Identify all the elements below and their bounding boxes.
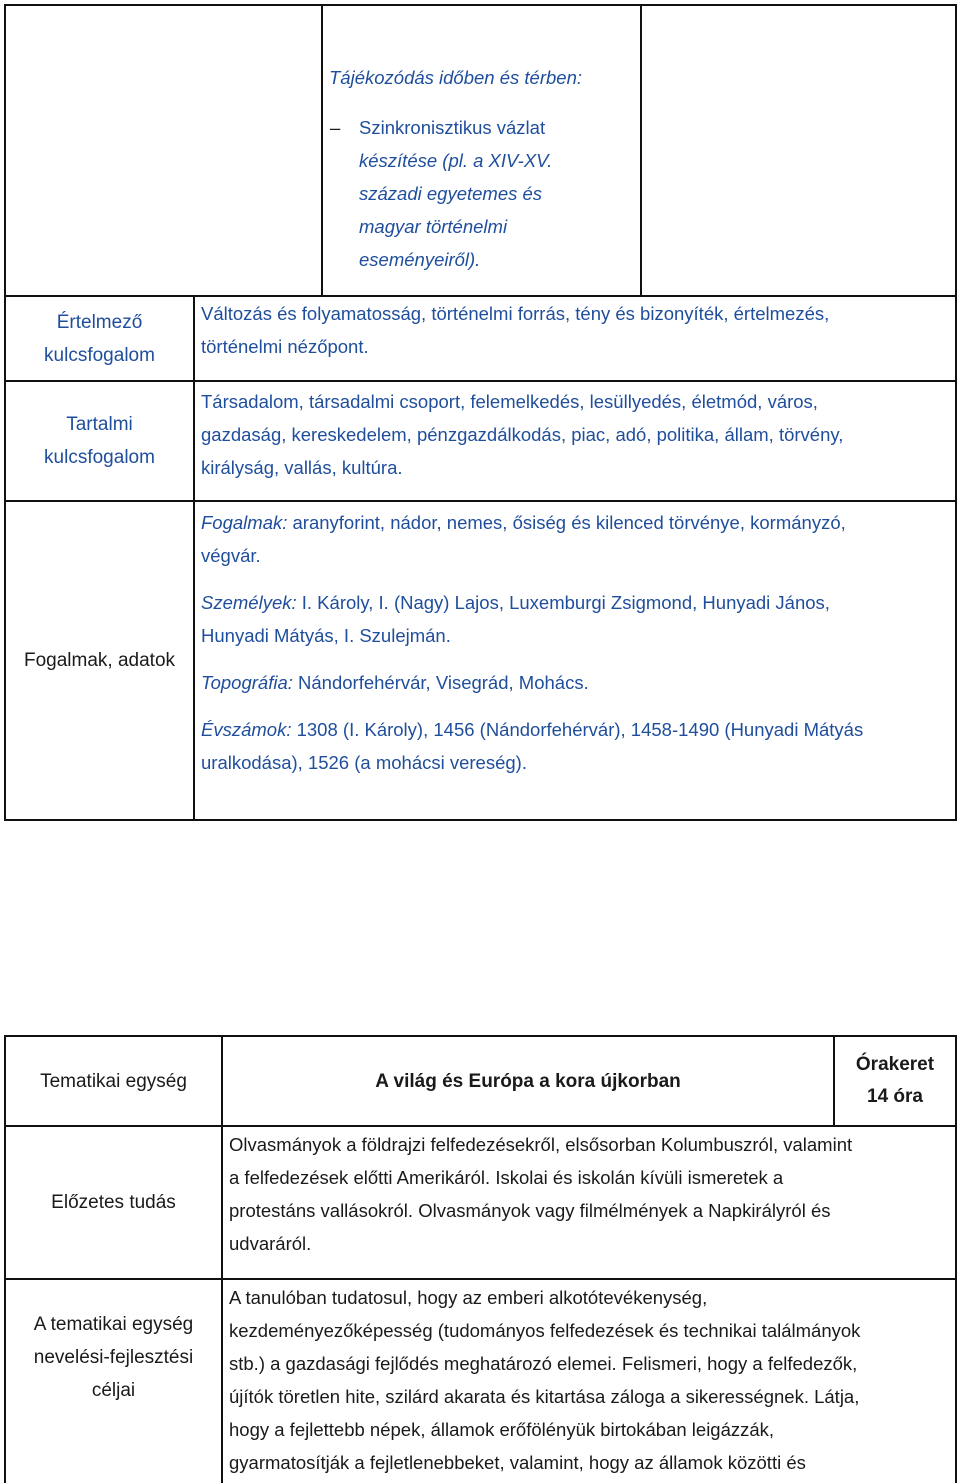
- szemelyek-paragraph: [201, 586, 953, 652]
- elozetes-tudas-content: [229, 1128, 953, 1260]
- table-2-border-right: [955, 1035, 957, 1483]
- tematikai-egyseg-label: [6, 1037, 221, 1125]
- ertelmezo-text-line: Változás és folyamatosság, történelmi forrás, tény és bizonyíték, értelmezés,: [201, 303, 830, 324]
- table-1-border-bottom: [4, 819, 957, 821]
- bullet-line: Szinkronisztikus vázlat: [359, 117, 546, 138]
- tartalmi-text-line: Társadalom, társadalmi csoport, felemelkedés, lesüllyedés, életmód, város,: [201, 391, 818, 412]
- topografia-value: Nándorfehérvár, Visegrád, Mohács.: [292, 672, 589, 693]
- topografia-key: Topográfia:: [201, 672, 293, 693]
- ertelmezo-text: [201, 297, 951, 363]
- evszamok-paragraph: [201, 713, 953, 779]
- bullet-dash: –: [330, 117, 341, 138]
- tartalmi-label: [6, 382, 193, 500]
- szemelyek-value: I. Károly, I. (Nagy) Lajos, Luxemburgi Zsigmond, Hunyadi János,: [296, 592, 830, 613]
- orakeret-value: 14 óra: [867, 1086, 923, 1107]
- celok-label: [6, 1280, 221, 1434]
- fogalmak-text: [201, 506, 953, 793]
- celok-line: A tanulóban tudatosul, hogy az emberi alkotótevékenység,: [229, 1287, 708, 1308]
- celok-line: stb.) a gazdasági fejlődés meghatározó elemei. Felismeri, hogy a felfedezők,: [229, 1353, 858, 1374]
- orakeret-label: Órakeret: [855, 1054, 935, 1075]
- fogalmak-paragraph: [201, 506, 953, 572]
- bullet-line: századi egyetemes és: [359, 183, 543, 204]
- tartalmi-text-line: királyság, vallás, kultúra.: [201, 457, 403, 478]
- fogalmak-value: végvár.: [201, 545, 261, 566]
- celok-line: gyarmatosítják a fejletlenebbeket, valamint, hogy az államok közötti és: [229, 1452, 806, 1473]
- szemelyek-key: Személyek:: [201, 592, 297, 613]
- elozetes-tudas-text: Előzetes tudás: [51, 1192, 176, 1213]
- tartalmi-label-line: Tartalmi: [66, 414, 133, 435]
- table-1-top-divider-right: [640, 4, 642, 297]
- celok-content: [229, 1281, 953, 1479]
- fogalmak-value: aranyforint, nádor, nemes, ősiség és kilenced törvénye, kormányzó,: [287, 512, 846, 533]
- szemelyek-value: Hunyadi Mátyás, I. Szulejmán.: [201, 625, 451, 646]
- evszamok-value: 1308 (I. Károly), 1456 (Nándorfehérvár), 1458-1490 (Hunyadi Mátyás: [291, 719, 864, 740]
- ertelmezo-label: [6, 297, 193, 380]
- ertelmezo-text-line: történelmi nézőpont.: [201, 336, 369, 357]
- tartalmi-text-line: gazdaság, kereskedelem, pénzgazdálkodás, piac, adó, politika, állam, törvény,: [201, 424, 844, 445]
- celok-label-line: céljai: [91, 1379, 136, 1401]
- orientation-bullet-text: [359, 111, 629, 276]
- bullet-line: készítése (pl. a XIV-XV.: [359, 150, 553, 171]
- celok-line: hogy a fejlettebb népek, államok erőfölényük birtokában leigázzák,: [229, 1419, 775, 1440]
- elozetes-tudas-label: [6, 1127, 221, 1278]
- fogalmak-label: [6, 502, 193, 819]
- bullet-line: eseményeiről).: [359, 249, 481, 270]
- elozetes-line: Olvasmányok a földrajzi felfedezésekről, elsősorban Kolumbuszról, valamint: [229, 1134, 853, 1155]
- orakeret-cell: [835, 1037, 955, 1125]
- celok-line: kezdeményezőképesség (tudományos felfedezések és technikai találmányok: [229, 1320, 861, 1341]
- celok-line: újítók töretlen hite, szilárd akarata és kitartása záloga a sikerességnek. Látja,: [229, 1386, 860, 1407]
- tartalmi-label-line: kulcsfogalom: [44, 447, 155, 468]
- unit-title: [223, 1037, 833, 1125]
- table-1-border-right: [955, 4, 957, 821]
- elozetes-line: protestáns vallásokról. Olvasmányok vagy filmélmények a Napkirályról és: [229, 1200, 831, 1221]
- elozetes-line: udvaráról.: [229, 1233, 312, 1254]
- ertelmezo-label-line: Értelmező: [56, 311, 143, 333]
- unit-title-text: A világ és Európa a kora újkorban: [375, 1070, 681, 1092]
- celok-label-line: A tematikai egység: [33, 1313, 194, 1335]
- table-1-col-divider: [193, 297, 195, 821]
- celok-label-line: nevelési-fejlesztési: [33, 1346, 194, 1368]
- elozetes-line: a felfedezések előtti Amerikáról. Iskolai és iskolán kívüli ismeretek a: [229, 1167, 784, 1188]
- evszamok-key: Évszámok:: [201, 719, 292, 740]
- fogalmak-key: Fogalmak:: [201, 512, 288, 533]
- ertelmezo-label-line: kulcsfogalom: [44, 344, 155, 366]
- topografia-paragraph: [201, 666, 953, 699]
- tartalmi-text: [201, 385, 951, 484]
- orientation-heading: Tájékozódás időben és térben:: [329, 67, 583, 88]
- fogalmak-label-text: Fogalmak, adatok: [23, 650, 176, 671]
- tematikai-egyseg-text: Tematikai egység: [40, 1070, 187, 1092]
- evszamok-value: uralkodása), 1526 (a mohácsi vereség).: [201, 752, 527, 773]
- bullet-line: magyar történelmi: [359, 216, 508, 237]
